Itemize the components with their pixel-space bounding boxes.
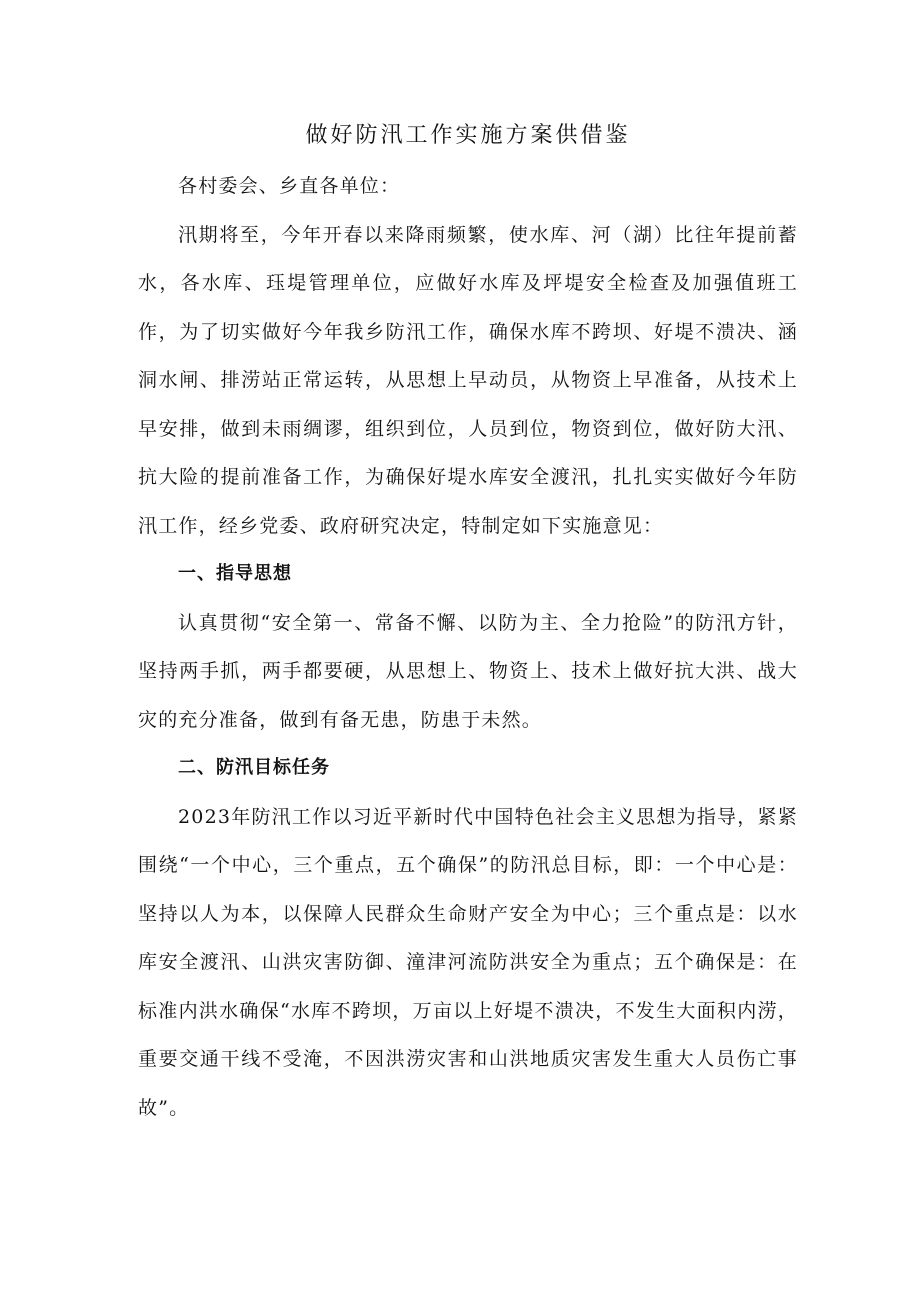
intro-paragraph: 汛期将至，今年开春以来降雨频繁，使水库、河（湖）比往年提前蓄水，各水库、珏堤管理单位，应做好水库及坪堤安全检查及加强值班工作，为了切实做好今年我乡防汛工作，确保水库不跨坝、好堤不溃决、涵洞水闸、排涝站正常运转，从思想上早动员，从物资上早准备，从技术上早安排，做到未雨绸谬，组织到位，人员到位，物资到位，做好防大汛、抗大险的提前准备工作，为确保好堤水库安全渡汛，扎扎实实做好今年防汛工作，经乡党委、政府研究决定，特制定如下实施意见： (138, 223, 798, 537)
document-title: 做好防汛工作实施方案供借鉴 (305, 123, 631, 148)
document-page (138, 112, 798, 1132)
section-body-guiding-ideology: 认真贯彻“安全第一、常备不懈、以防为主、全力抢险”的防汛方针，坚持两手抓，两手都要硬，从思想上、物资上、技术上做好抗大洪、战大灾的充分准备，做到有备无患，防患于未然。 (138, 611, 798, 731)
salutation: 各村委会、乡直各单位： (178, 175, 401, 197)
section-heading-flood-targets: 二、防汛目标任务 (178, 757, 330, 778)
section-heading-guiding-ideology: 一、指导思想 (178, 563, 292, 584)
section-body-flood-targets: 2023年防汛工作以习近平新时代中国特色社会主义思想为指导，紧紧围绕“一个中心，三个重点，五个确保”的防汛总目标，即：一个中心是：坚持以人为本，以保障人民群众生命财产安全为中心；三个重点是：以水库安全渡汛、山洪灾害防御、潼津河流防洪安全为重点；五个确保是：在标准内洪水确保“水库不跨坝，万亩以上好堤不溃决，不发生大面积内涝，重要交通干线不受淹，不因洪涝灾害和山洪地质灾害发生重大人员伤亡事故”。 (138, 805, 798, 1119)
